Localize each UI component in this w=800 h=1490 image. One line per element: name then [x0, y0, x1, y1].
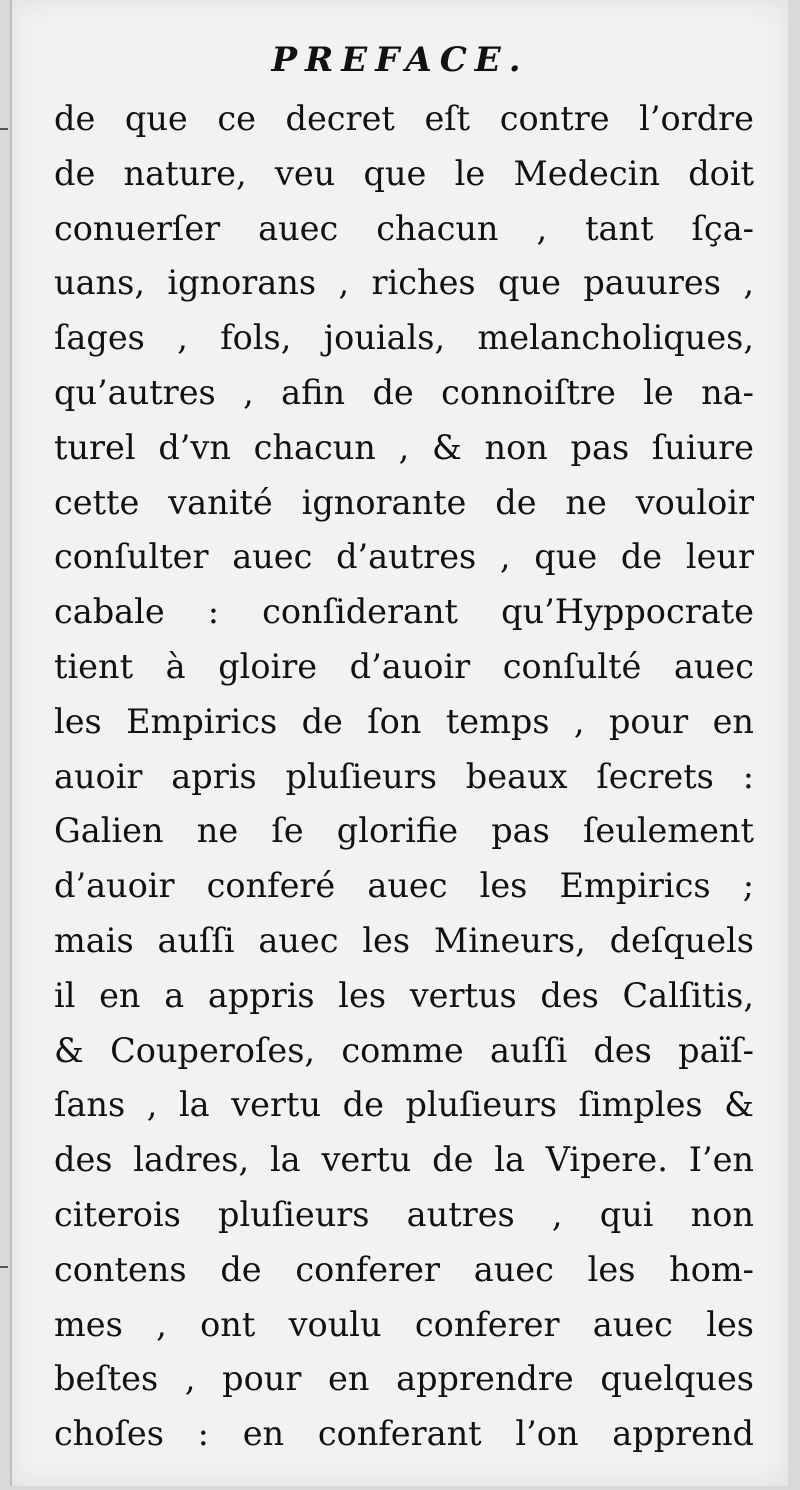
text-line: contens de conferer auec les hom-	[54, 1249, 754, 1289]
text-line: d’auoir conferé auec les Empirics ;	[54, 866, 754, 906]
text-line: conſulter auec d’autres , que de leur	[54, 537, 754, 577]
body-text	[54, 92, 754, 1462]
text-line: cabale : conſiderant qu’Hyppocrate	[54, 592, 754, 632]
text-line: mais auſſi auec les Mineurs, deſquels	[54, 920, 754, 960]
text-line: beſtes , pour en apprendre quelques	[54, 1359, 754, 1399]
text-line: choſes : en conferant l’on apprend	[54, 1414, 754, 1454]
text-line: auoir apris pluſieurs beaux ſecrets :	[54, 756, 754, 796]
text-line: turel d’vn chacun , & non pas ſuiure	[54, 427, 754, 467]
text-line: tient à gloire d’auoir conſulté auec	[54, 646, 754, 686]
text-line: qu’autres , afin de connoiſtre le na-	[54, 372, 754, 412]
text-line: Galien ne ſe glorifie pas ſeulement	[54, 811, 754, 851]
text-line: ſans , la vertu de pluſieurs ſimples &	[54, 1085, 754, 1125]
gutter-edge	[10, 0, 12, 1486]
text-line: & Couperoſes, comme auſſi des païſ-	[54, 1030, 754, 1070]
text-line: citerois pluſieurs autres , qui non	[54, 1194, 754, 1234]
text-line: mes , ont voulu conferer auec les	[54, 1304, 754, 1344]
text-line: il en a appris les vertus des Calſitis,	[54, 975, 754, 1015]
text-line: ſages , fols, jouials, melancholiques,	[54, 318, 754, 358]
running-head: PREFACE.	[271, 40, 529, 80]
margin-mark-bottom	[0, 1266, 8, 1268]
text-line: uans, ignorans , riches que pauures ,	[54, 263, 754, 303]
text-line: cette vanité ignorante de ne vouloir	[54, 482, 754, 522]
text-line: de nature, veu que le Medecin doit	[54, 153, 754, 193]
text-line: des ladres, la vertu de la Vipere. I’en	[54, 1140, 754, 1180]
text-line: les Empirics de ſon temps , pour en	[54, 701, 754, 741]
text-line: conuerſer auec chacun , tant ſça-	[54, 208, 754, 248]
text-line: de que ce decret eſt contre l’ordre	[54, 99, 754, 138]
margin-mark-top	[0, 128, 8, 130]
